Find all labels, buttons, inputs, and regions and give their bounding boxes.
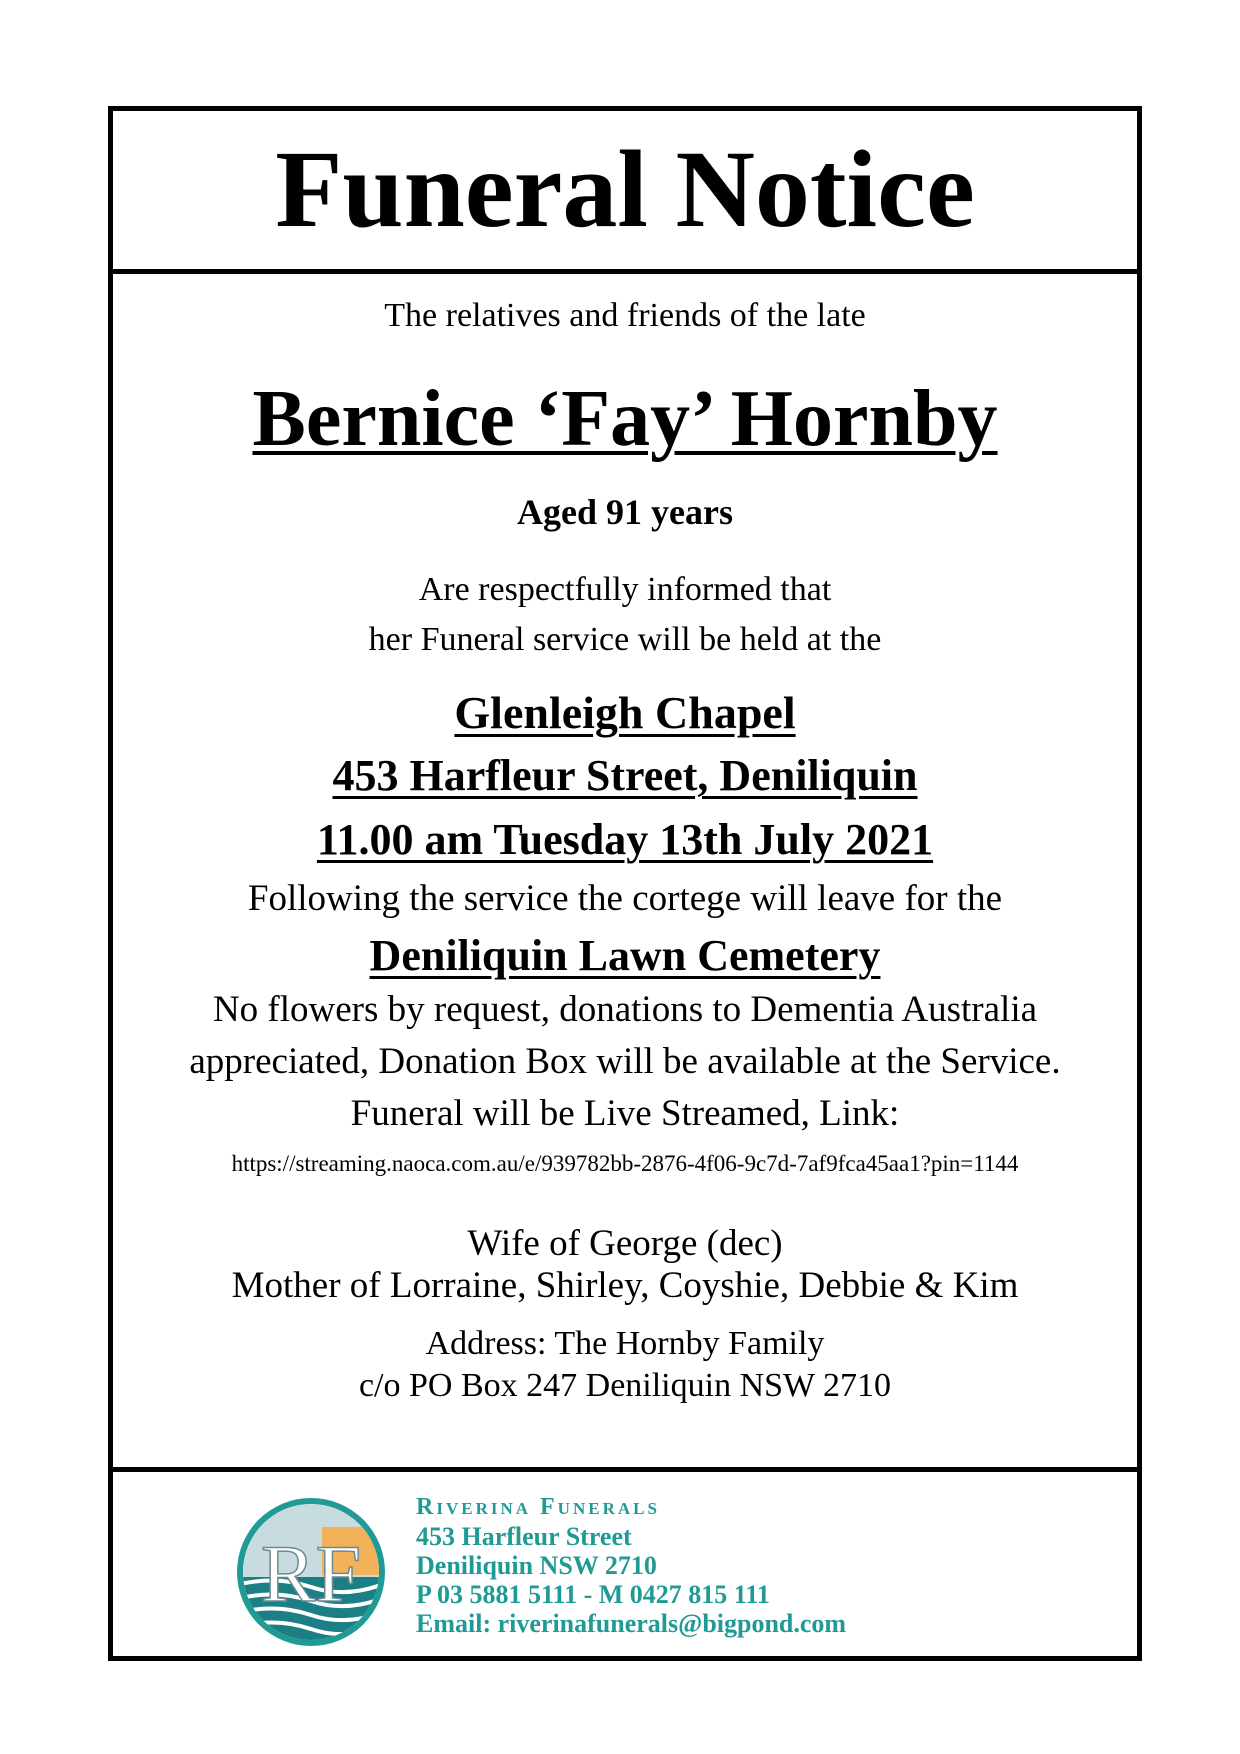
company-street: 453 Harfleur Street [416, 1522, 632, 1551]
stream-label: Funeral will be Live Streamed, Link: [350, 1093, 900, 1134]
stream-link[interactable]: https://streaming.naoca.com.au/e/939782bb-2876-4f06-9c7d-7af9fca45aa1?pin=1144 [231, 1151, 1019, 1176]
page-title: Funeral Notice [275, 128, 975, 250]
deceased-name: Bernice ‘Fay’ Hornby [252, 375, 998, 463]
address-line-2: c/o PO Box 247 Deniliquin NSW 2710 [358, 1367, 892, 1404]
inform-line-1: Are respectfully informed that [418, 571, 832, 608]
company-details [416, 1492, 846, 1638]
following-text: Following the service the cortege will leave for the [247, 878, 1003, 919]
title-box [113, 111, 1137, 274]
company-suburb: Deniliquin NSW 2710 [416, 1551, 657, 1580]
inform-line-2: her Funeral service will be held at the [368, 621, 882, 658]
company-name: Riverina Funerals [416, 1494, 660, 1520]
notice-content [113, 274, 1137, 1574]
riverina-funerals-logo-icon [236, 1497, 386, 1647]
company-email[interactable]: Email: riverinafunerals@bigpond.com [416, 1609, 847, 1638]
flowers-line-2: appreciated, Donation Box will be available at the Service. [189, 1041, 1061, 1082]
age-text: Aged 91 years [517, 492, 733, 532]
notice-frame [108, 106, 1142, 1661]
wife-of-text: Wife of George (dec) [467, 1223, 783, 1264]
company-phone: P 03 5881 5111 - M 0427 815 111 [416, 1580, 770, 1609]
intro-text: The relatives and friends of the late [384, 297, 866, 334]
venue-address: 453 Harfleur Street, Deniliquin [332, 751, 918, 800]
footer [113, 1467, 1137, 1661]
flowers-line-1: No flowers by request, donations to Dementia Australia [212, 989, 1038, 1030]
service-date-time: 11.00 am Tuesday 13th July 2021 [316, 815, 934, 864]
address-line-1: Address: The Hornby Family [425, 1325, 825, 1362]
venue-name: Glenleigh Chapel [454, 687, 796, 738]
cemetery-name: Deniliquin Lawn Cemetery [369, 931, 881, 980]
logo-text: RF [260, 1528, 362, 1619]
mother-of-text: Mother of Lorraine, Shirley, Coyshie, Debbie & Kim [231, 1265, 1019, 1306]
